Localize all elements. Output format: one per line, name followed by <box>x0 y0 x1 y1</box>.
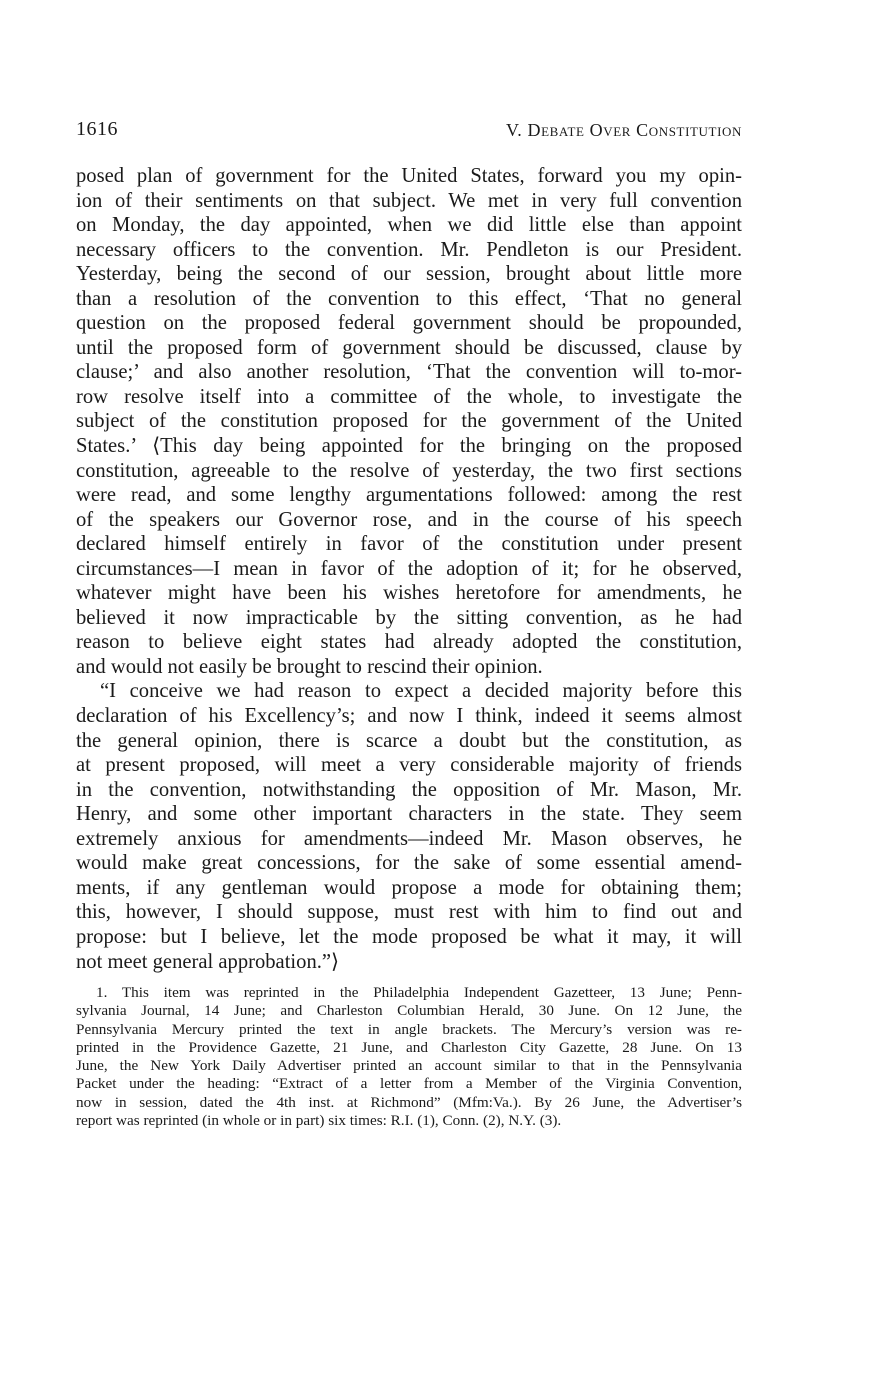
text-line: believed it now impracticable by the sitting convention, as he had <box>76 606 742 629</box>
text-line: “I conceive we had reason to expect a decided majority before this <box>100 680 742 703</box>
text-line: reason to believe eight states had already adopted the constitution, <box>76 631 742 654</box>
text-line: not meet general approbation.”⟩ <box>76 950 340 973</box>
text-line: necessary officers to the convention. Mr. Pendleton is our President. <box>76 238 742 261</box>
text-line: declaration of his Excellency’s; and now I think, indeed it seems almost <box>76 705 742 728</box>
running-head: V. Debate Over Constitution <box>506 120 742 140</box>
text-line: States.’ ⟨This day being appointed for the bringing on the proposed <box>76 435 742 458</box>
text-line: circumstances—I mean in favor of the adoption of it; for he observed, <box>76 557 742 580</box>
footnote <box>76 984 742 1130</box>
footnote-line: Pennsylvania Mercury printed the text in angle brackets. The Mercury’s version was re- <box>76 1020 742 1038</box>
text-line: would make great concessions, for the sake of some essential amend- <box>76 852 742 875</box>
text-line: than a resolution of the convention to this effect, ‘That no general <box>76 287 742 310</box>
page-header <box>76 118 742 144</box>
footnote-line: report was reprinted (in whole or in part) six times: R.I. (1), Conn. (2), N.Y. (3). <box>76 1111 562 1129</box>
text-line: were read, and some lengthy argumentations followed: among the rest <box>76 484 742 507</box>
body-text <box>76 164 742 974</box>
text-line: clause;’ and also another resolution, ‘That the convention will to-mor- <box>76 361 742 384</box>
text-line: posed plan of government for the United States, forward you my opin- <box>76 165 742 187</box>
text-line: the general opinion, there is scarce a doubt but the constitution, as <box>76 729 742 752</box>
text-line: ments, if any gentleman would propose a mode for obtaining them; <box>76 876 742 899</box>
text-line: extremely anxious for amendments—indeed Mr. Mason observes, he <box>76 827 742 850</box>
page-number: 1616 <box>76 118 118 140</box>
text-line: this, however, I should suppose, must rest with him to find out and <box>76 901 742 924</box>
footnote-line: 1. This item was reprinted in the Philadelphia Independent Gazetteer, 13 June; Penn- <box>96 984 742 1001</box>
text-line: declared himself entirely in favor of the constitution under present <box>76 533 742 556</box>
text-line: propose: but I believe, let the mode proposed be what it may, it will <box>76 925 742 948</box>
text-line: row resolve itself into a committee of the whole, to investigate the <box>76 385 742 408</box>
text-line: until the proposed form of government should be discussed, clause by <box>76 336 742 359</box>
text-line: ion of their sentiments on that subject. We met in very full convention <box>76 189 742 212</box>
footnote-line: printed in the Providence Gazette, 21 June, and Charleston City Gazette, 28 June. On 13 <box>76 1038 742 1056</box>
text-line: Yesterday, being the second of our session, brought about little more <box>76 263 742 286</box>
text-line: question on the proposed federal government should be propounded, <box>76 312 742 335</box>
text-line: on Monday, the day appointed, when we did little else than appoint <box>76 214 742 237</box>
text-line: and would not easily be brought to rescind their opinion. <box>76 655 543 678</box>
text-line: Henry, and some other important characters in the state. They seem <box>76 803 742 826</box>
footnote-line: sylvania Journal, 14 June; and Charleston Columbian Herald, 30 June. On 12 June, the <box>76 1002 742 1020</box>
footnote-line: now in session, dated the 4th inst. at Richmond” (Mfm:Va.). By 26 June, the Advertiser’s <box>76 1093 742 1111</box>
footnote-line: Packet under the heading: “Extract of a letter from a Member of the Virginia Convention, <box>76 1075 742 1093</box>
footnote-line: June, the New York Daily Advertiser printed an account similar to that in the Pennsylvania <box>76 1057 742 1074</box>
text-line: at present proposed, will meet a very considerable majority of friends <box>76 754 742 777</box>
text-line: constitution, agreeable to the resolve of yesterday, the two first sections <box>76 459 742 482</box>
text-line: subject of the constitution proposed for the government of the United <box>76 410 742 433</box>
text-line: whatever might have been his wishes heretofore for amendments, he <box>76 582 742 605</box>
text-line: in the convention, notwithstanding the opposition of Mr. Mason, Mr. <box>76 778 742 801</box>
text-line: of the speakers our Governor rose, and in the course of his speech <box>76 508 742 531</box>
